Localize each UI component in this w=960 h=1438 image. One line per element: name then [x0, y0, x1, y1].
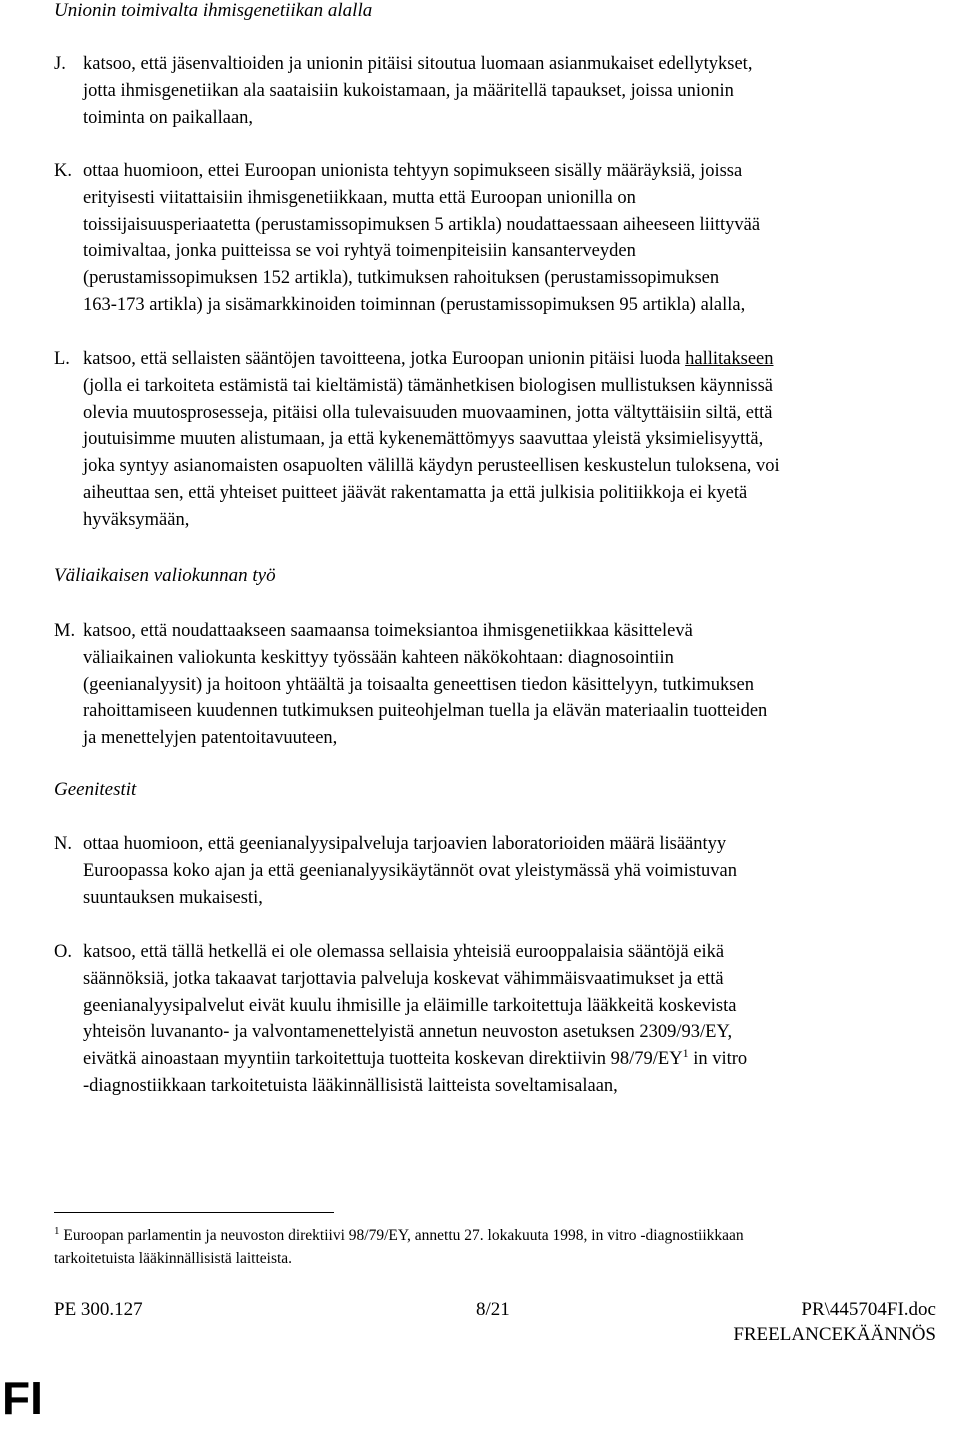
footer-document-reference: PE 300.127 — [54, 1299, 143, 1320]
paragraph-letter: J. — [54, 54, 66, 74]
paragraph-line: geenianalyysipalvelut eivät kuulu ihmisille ja eläimille tarkoitettuja lääkkeitä koskevista — [83, 995, 737, 1016]
paragraph-letter: K. — [54, 161, 72, 181]
paragraph-j — [54, 51, 960, 131]
paragraph-line: aiheuttaa sen, että yhteiset puitteet jäävät rakentamatta ja että julkisia politiikkoja ei kyetä — [83, 482, 748, 503]
language-code: FI — [2, 1372, 43, 1424]
paragraph-line: katsoo, että noudattaakseen saamaansa toimeksiantoa ihmisgenetiikkaa käsittelevä — [83, 621, 693, 641]
paragraph-line: joka syntyy asianomaisten osapuolten välillä käydyn perusteellisen keskustelun tuloksena, voi — [83, 456, 780, 477]
section-heading-union-competence: Unionin toimivalta ihmisgenetiikan alalla — [54, 0, 373, 21]
paragraph-line: joutuisimme muuten alistumaan, ja että kykenemättömyys saavuttaa yleistä yksimielisyyttä, — [83, 429, 764, 450]
footnote — [54, 1224, 954, 1270]
paragraph-line: suuntauksen mukaisesti, — [83, 887, 263, 908]
footnote-marker: 1 — [54, 1225, 60, 1237]
paragraph-line: jotta ihmisgenetiikan ala saataisiin kukoistamaan, ja määritellä tapaukset, joissa unionin — [83, 80, 734, 101]
paragraph-letter: N. — [54, 834, 72, 854]
paragraph-line: toiminta on paikallaan, — [83, 107, 254, 128]
paragraph-line: ottaa huomioon, ettei Euroopan unionista tehtyyn sopimukseen sisälly määräyksiä, joissa — [83, 161, 743, 181]
paragraph-line: olevia muutosprosesseja, pitäisi olla tulevaisuuden muovaaminen, jotta vältyttäisiin siltä, että — [83, 402, 773, 423]
paragraph-m — [54, 618, 960, 752]
paragraph-line: hyväksymään, — [83, 509, 190, 530]
paragraph-line: -diagnostiikkaan tarkoitetuista lääkinnällisistä laitteista soveltamisalaan, — [83, 1075, 618, 1096]
paragraph-l — [54, 346, 960, 534]
paragraph-letter: O. — [54, 942, 72, 962]
paragraph-line: (geenianalyysit) ja hoitoon yhtäältä ja toisaalta geneettisen tiedon käsittelyyn, tutkimuksen — [83, 674, 754, 695]
footnote-line: tarkoitetuista lääkinnällisistä laitteista. — [54, 1250, 293, 1267]
footer-translation-label: FREELANCEKÄÄNNÖS — [733, 1324, 936, 1345]
paragraph-line: Euroopassa koko ajan ja että geenianalyysikäytännöt ovat yleistymässä yhä voimistuvan — [83, 860, 738, 881]
paragraph-line: katsoo, että tällä hetkellä ei ole olemassa sellaisia yhteisiä eurooppalaisia sääntöjä eikä — [83, 942, 725, 962]
paragraph-line: yhteisön luvananto- ja valvontamenettelyistä annetun neuvoston asetuksen 2309/93/EY, — [83, 1022, 733, 1043]
paragraph-line-text: eivätkä ainoastaan myyntiin tarkoitettuja tuotteita koskevan direktiivin 98/79/EY — [83, 1049, 683, 1070]
paragraph-line: toissijaisuusperiaatetta (perustamissopimuksen 5 artikla) noudattaessaan aiheeseen liittyvää — [83, 214, 761, 235]
section-heading-genetic-tests: Geenitestit — [54, 779, 137, 800]
section-heading-temporary-committee: Väliaikaisen valiokunnan työ — [54, 565, 276, 586]
paragraph-line: säännöksiä, jotka takaavat tarjottavia palveluja koskevat vähimmäisvaatimukset ja että — [83, 968, 724, 989]
footer-file-name: PR\445704FI.doc — [801, 1299, 936, 1320]
paragraph-line: (perustamissopimuksen 152 artikla), tutkimuksen rahoituksen (perustamissopimuksen — [83, 268, 720, 289]
underlined-term: hallitakseen — [685, 349, 774, 369]
paragraph-line: erityisesti viitattaisiin ihmisgenetiikkaan, mutta että Euroopan unionilla on — [83, 187, 636, 208]
paragraph-line: toimivaltaa, jonka puitteissa se voi ryhtyä toimenpiteisiin kansanterveyden — [83, 241, 636, 262]
paragraph-line: ja menettelyjen patentoitavuuteen, — [83, 728, 338, 749]
paragraph-line: rahoittamiseen kuudennen tutkimuksen puiteohjelman tuella ja elävän materiaalin tuotteiden — [83, 701, 768, 722]
paragraph-n — [54, 831, 960, 911]
paragraph-line-text: in vitro — [688, 1049, 748, 1070]
paragraph-k — [54, 158, 960, 319]
paragraph-line — [83, 1046, 960, 1073]
footer-page-number: 8/21 — [476, 1299, 510, 1320]
paragraph-line: (jolla ei tarkoiteta estämistä tai kieltämistä) tämänhetkisen biologisen mullistuksen käynnissä — [83, 375, 773, 396]
paragraph-letter: L. — [54, 349, 70, 369]
footnote-text: Euroopan parlamentin ja neuvoston direktiivi 98/79/EY, annettu 27. lokakuuta 1998, in vitro -diagnostiikkaan — [59, 1227, 744, 1244]
paragraph-line: 163-173 artikla) ja sisämarkkinoiden toiminnan (perustamissopimuksen 95 artikla) alalla, — [83, 294, 746, 315]
paragraph-line: väliaikainen valiokunta keskittyy työssään kahteen näkökohtaan: diagnosointiin — [83, 647, 674, 668]
paragraph-letter: M. — [54, 621, 76, 641]
paragraph-line-text: katsoo, että sellaisten sääntöjen tavoitteena, jotka Euroopan unionin pitäisi luoda — [83, 349, 686, 369]
paragraph-o — [54, 939, 960, 1100]
footnote-reference: 1 — [682, 1046, 689, 1061]
paragraph-line — [83, 346, 960, 373]
footnote-separator — [54, 1212, 334, 1213]
paragraph-line: katsoo, että jäsenvaltioiden ja unionin pitäisi sitoutua luomaan asianmukaiset edellytykset, — [83, 54, 753, 74]
footnote-line — [54, 1224, 954, 1247]
paragraph-line: ottaa huomioon, että geenianalyysipalveluja tarjoavien laboratorioiden määrä lisääntyy — [83, 834, 727, 854]
